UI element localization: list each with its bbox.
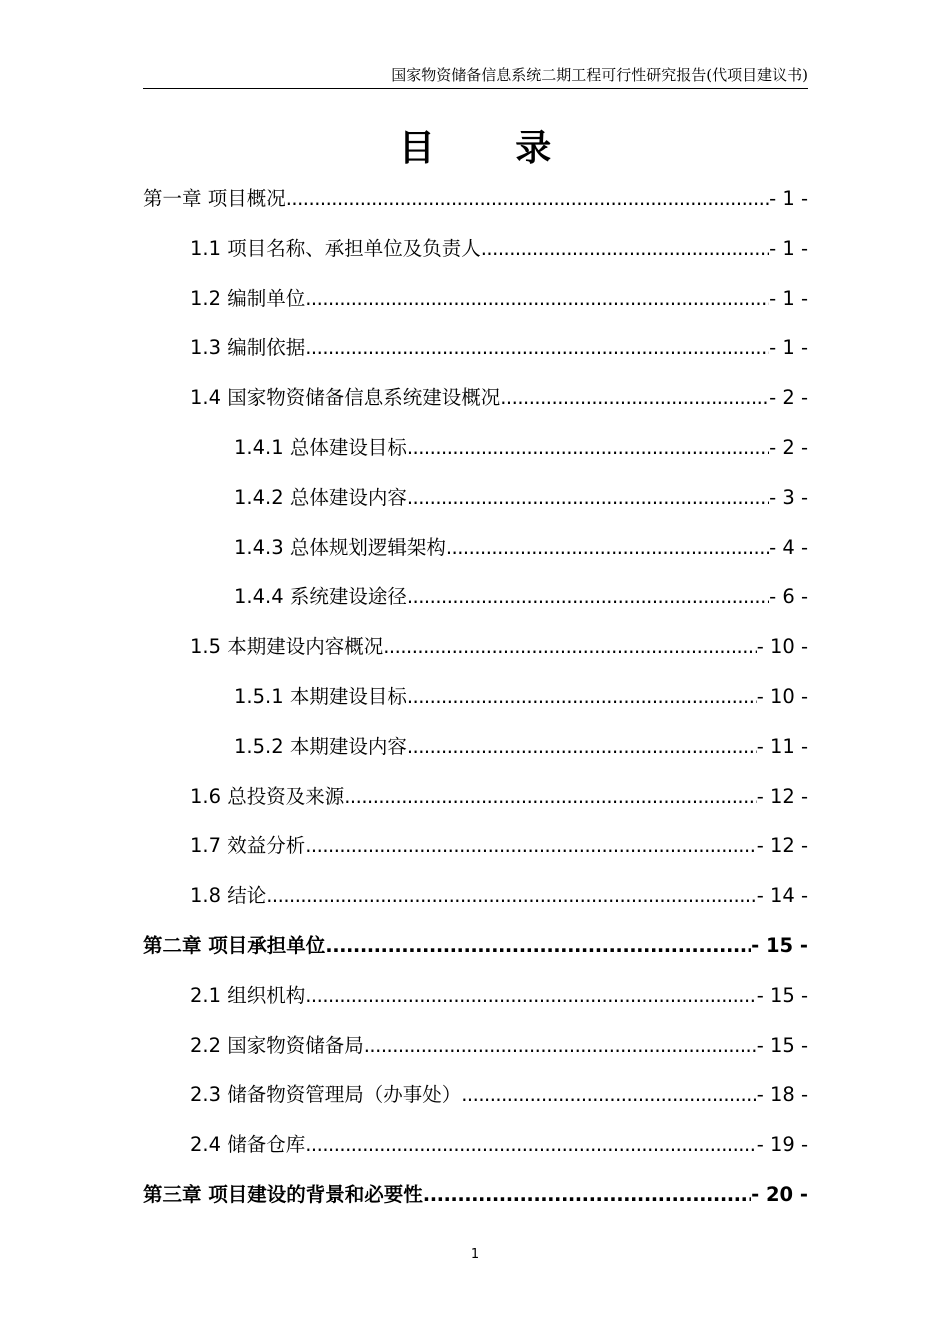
toc-entry-title: 2.2 国家物资储备局	[190, 1033, 364, 1057]
toc-entry[interactable]	[190, 879, 808, 913]
toc-entry-page: - 3 -	[769, 485, 808, 509]
toc-entry-page: - 4 -	[769, 535, 808, 559]
toc-entry-title: 1.4 国家物资储备信息系统建设概况	[190, 386, 501, 410]
toc-entry-title: 2.4 储备仓库	[190, 1133, 306, 1157]
toc-entry-page: - 10 -	[756, 635, 808, 659]
toc-dot-leader	[305, 979, 756, 1013]
toc-dot-leader	[407, 481, 769, 515]
toc-entry-page: - 2 -	[769, 436, 808, 459]
toc-entry-page: - 15 -	[756, 983, 808, 1007]
toc-entry[interactable]	[190, 232, 808, 266]
toc-entry-page: - 1 -	[769, 187, 808, 210]
toc-entry-page: - 15 -	[756, 1033, 808, 1057]
toc-entry[interactable]	[190, 1029, 808, 1063]
toc-entry-title: 1.5.1 本期建设目标	[234, 685, 407, 708]
toc-entry-page: - 10 -	[756, 685, 808, 708]
toc-entry[interactable]	[143, 182, 808, 216]
toc-entry[interactable]	[190, 331, 808, 365]
toc-entry-page: - 12 -	[756, 834, 808, 858]
toc-entry[interactable]	[234, 431, 808, 465]
toc-entry[interactable]	[234, 481, 808, 515]
toc-dot-leader	[500, 381, 769, 415]
toc-entry[interactable]	[190, 1078, 808, 1112]
toc-entry-page: - 1 -	[769, 336, 808, 360]
toc-entry-page: - 6 -	[769, 585, 808, 609]
toc-entry-title: 第三章 项目建设的背景和必要性	[143, 1183, 423, 1206]
toc-entry-page: - 12 -	[756, 784, 808, 808]
toc-dot-leader	[383, 630, 756, 664]
page-title: 目 录	[398, 128, 586, 169]
toc-dot-leader	[325, 929, 751, 963]
toc-entry-page: - 11 -	[756, 734, 808, 758]
toc-entry-title: 第一章 项目概况	[143, 187, 286, 210]
toc-entry[interactable]	[190, 1128, 808, 1162]
toc-entry-title: 1.1 项目名称、承担单位及负责人	[190, 236, 481, 260]
toc-dot-leader	[407, 431, 769, 465]
toc-entry-page: - 2 -	[769, 386, 808, 410]
toc-entry-title: 1.4.1 总体建设目标	[234, 436, 407, 459]
toc-entry-title: 1.5.2 本期建设内容	[234, 734, 407, 758]
toc-entry[interactable]	[190, 979, 808, 1013]
toc-dot-leader	[266, 879, 756, 913]
toc-entry-title: 1.5 本期建设内容概况	[190, 635, 384, 659]
toc-dot-leader	[407, 730, 757, 764]
toc-entry-title: 1.8 结论	[190, 884, 267, 908]
running-header: 国家物资储备信息系统二期工程可行性研究报告(代项目建议书)	[391, 66, 808, 84]
toc-entry[interactable]	[190, 282, 808, 316]
toc-dot-leader	[423, 1178, 751, 1212]
toc-entry[interactable]	[234, 680, 808, 714]
toc-dot-leader	[407, 680, 757, 714]
toc-dot-leader	[344, 780, 756, 814]
toc-dot-leader	[461, 1078, 756, 1112]
toc-entry[interactable]	[234, 730, 808, 764]
toc-entry[interactable]	[234, 531, 808, 565]
toc-entry[interactable]	[143, 1178, 808, 1212]
toc-entry-page: - 14 -	[756, 884, 808, 908]
toc-dot-leader	[407, 580, 769, 614]
toc-dot-leader	[446, 531, 769, 565]
toc-entry-title: 1.3 编制依据	[190, 336, 306, 360]
toc-entry-page: - 19 -	[756, 1133, 808, 1157]
toc-dot-leader	[481, 232, 769, 266]
toc-entry[interactable]	[190, 381, 808, 415]
toc-entry-page: - 1 -	[769, 286, 808, 310]
toc-entry-title: 2.1 组织机构	[190, 983, 306, 1007]
toc-dot-leader	[305, 829, 756, 863]
toc-entry[interactable]	[190, 780, 808, 814]
toc-dot-leader	[305, 282, 769, 316]
toc-dot-leader	[305, 331, 769, 365]
toc-entry-title: 1.7 效益分析	[190, 834, 306, 858]
toc-entry-page: - 1 -	[769, 236, 808, 260]
toc-entry-title: 2.3 储备物资管理局（办事处）	[190, 1083, 462, 1107]
toc-dot-leader	[364, 1029, 757, 1063]
header-rule	[143, 88, 808, 89]
toc-entry[interactable]	[143, 929, 808, 963]
toc-entry-title: 1.2 编制单位	[190, 286, 306, 310]
toc-entry-page: - 15 -	[751, 934, 808, 957]
toc-entry-page: - 20 -	[751, 1183, 808, 1206]
toc-entry-title: 1.4.2 总体建设内容	[234, 485, 407, 509]
toc-entry-title: 第二章 项目承担单位	[143, 934, 326, 957]
toc-entry-page: - 18 -	[756, 1083, 808, 1107]
toc-entry[interactable]	[190, 630, 808, 664]
toc-dot-leader	[286, 182, 769, 216]
toc-entry-title: 1.4.3 总体规划逻辑架构	[234, 535, 446, 559]
toc-entry-title: 1.4.4 系统建设途径	[234, 585, 407, 609]
toc-entry[interactable]	[234, 580, 808, 614]
toc-entry-title: 1.6 总投资及来源	[190, 784, 345, 808]
toc-dot-leader	[305, 1128, 756, 1162]
toc-entry[interactable]	[190, 829, 808, 863]
page-number: 1	[470, 1247, 480, 1262]
